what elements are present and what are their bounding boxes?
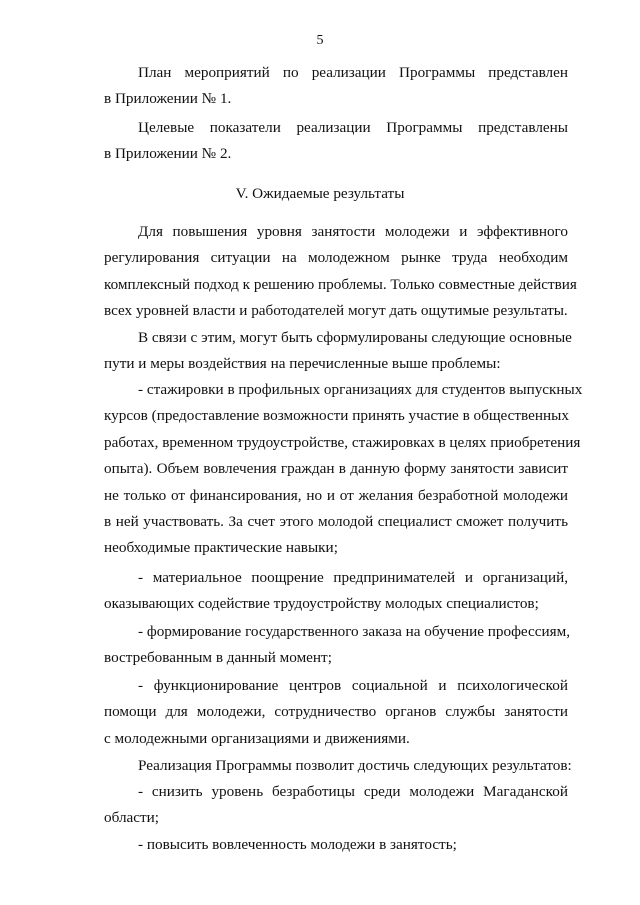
text-line: не только от финансирования, но и от желания безработной молодежи xyxy=(104,486,568,504)
paragraph-measures xyxy=(104,325,572,378)
text-line: Реализация Программы позволит достичь следующих результатов: xyxy=(138,757,572,774)
list-item-reduce-unemployment xyxy=(104,779,568,832)
text-line: регулирования ситуации на молодежном рынке труда необходим xyxy=(104,249,568,267)
text-line: всех уровней власти и работодателей могут дать ощутимые результаты. xyxy=(104,302,568,320)
text-line: пути и меры воздействия на перечисленные выше проблемы: xyxy=(104,355,501,373)
text-line: в Приложении № 2. xyxy=(104,145,232,163)
text-line: Целевые показатели реализации Программы представлены xyxy=(138,119,568,136)
text-line: - функционирование центров социальной и психологической xyxy=(138,677,568,694)
text-line: работах, временном трудоустройстве, стажировках в целях приобретения xyxy=(104,433,581,451)
paragraph-indicators xyxy=(104,115,568,168)
text-line: опыта). Объем вовлечения граждан в данную форму занятости зависит xyxy=(104,460,568,478)
list-item-increase-involvement xyxy=(104,832,568,858)
list-item-centers xyxy=(104,673,568,752)
page-number: 5 xyxy=(316,33,324,48)
section-heading: V. Ожидаемые результаты xyxy=(235,185,405,202)
text-line: - повысить вовлеченность молодежи в занятость; xyxy=(138,836,457,853)
text-line: - снизить уровень безработицы среди молодежи Магаданской xyxy=(138,783,568,800)
text-line: Для повышения уровня занятости молодежи и эффективного xyxy=(138,223,568,240)
text-line: - стажировки в профильных организациях для студентов выпускных xyxy=(138,381,583,398)
text-line: - формирование государственного заказа на обучение профессиям, xyxy=(138,623,571,640)
text-line: в ней участвовать. За счет этого молодой специалист сможет получить xyxy=(104,513,568,531)
text-line: востребованным в данный момент; xyxy=(104,649,332,667)
text-line: помощи для молодежи, сотрудничество органов службы занятости xyxy=(104,703,568,721)
text-line: необходимые практические навыки; xyxy=(104,539,338,557)
list-item-internships xyxy=(104,377,583,562)
text-line: области; xyxy=(104,809,159,827)
text-line: курсов (предоставление возможности принять участие в общественных xyxy=(104,407,569,425)
text-line: оказывающих содействие трудоустройству молодых специалистов; xyxy=(104,595,539,613)
text-line: в Приложении № 1. xyxy=(104,90,232,108)
paragraph-plan xyxy=(104,60,568,113)
text-line: комплексный подход к решению проблемы. Только совместные действия xyxy=(104,275,577,293)
text-line: с молодежными организациями и движениями. xyxy=(104,729,410,747)
list-item-encouragement xyxy=(104,565,568,618)
text-line: В связи с этим, могут быть сформулированы следующие основные xyxy=(138,329,572,346)
text-line: - материальное поощрение предпринимателей и организаций, xyxy=(138,569,568,586)
text-line: План мероприятий по реализации Программы представлен xyxy=(138,64,568,81)
paragraph-results xyxy=(104,753,572,779)
list-item-state-order xyxy=(104,619,571,672)
paragraph-intro xyxy=(104,219,577,325)
